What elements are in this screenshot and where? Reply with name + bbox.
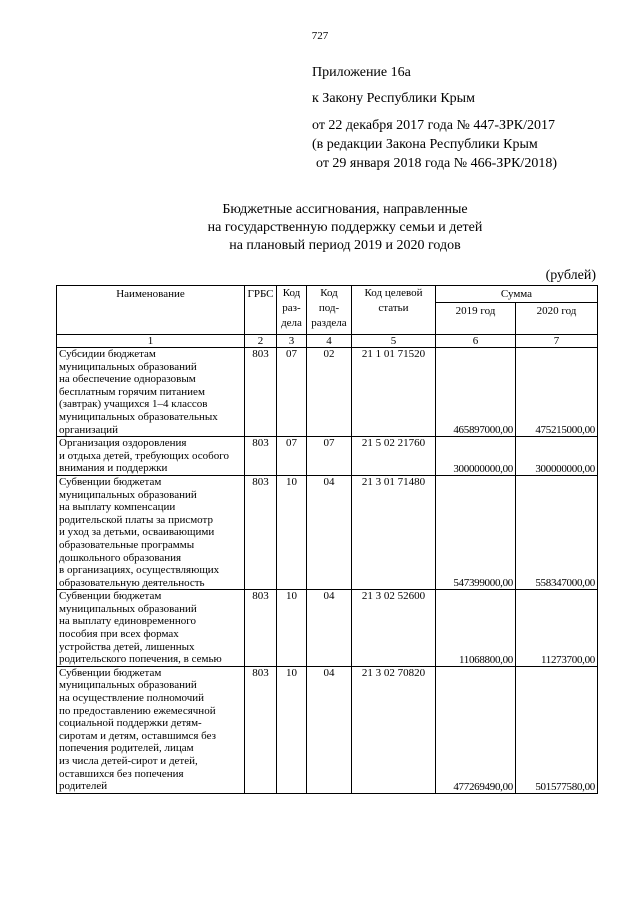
header-year-2020: 2020 год [516, 303, 598, 335]
appendix-date-line: от 22 декабря 2017 года № 447-ЗРК/2017 [312, 118, 556, 133]
row-name-line: организаций [59, 423, 119, 436]
row-podrazdel: 04 [307, 475, 352, 589]
row-razdel: 10 [277, 590, 307, 667]
row-statya: 21 5 02 21760 [352, 437, 436, 476]
column-number: 3 [277, 335, 307, 348]
row-name [57, 666, 245, 793]
units-label: (рублей) [545, 268, 596, 283]
row-statya: 21 3 02 52600 [352, 590, 436, 667]
column-number: 4 [307, 335, 352, 348]
table-row [57, 348, 598, 437]
row-name-line: сиротам и детям, оставшимся без [59, 729, 216, 742]
appendix-edition-line2: от 29 января 2018 года № 466-ЗРК/2018) [316, 156, 557, 171]
row-statya: 21 3 01 71480 [352, 475, 436, 589]
column-number: 2 [245, 335, 277, 348]
header-kod-statyi [352, 286, 436, 335]
header-grbs: ГРБС [245, 286, 277, 335]
row-grbs: 803 [245, 590, 277, 667]
header-kod-razdela [277, 286, 307, 335]
row-name-line: на осуществление полномочий [59, 692, 205, 705]
row-podrazdel: 07 [307, 437, 352, 476]
header-kod-podrazdela-line: раздела [311, 317, 347, 329]
row-podrazdel: 04 [307, 666, 352, 793]
header-kod-razdela-line: раз- [282, 302, 301, 314]
row-name [57, 475, 245, 589]
header-name: Наименование [57, 286, 245, 335]
row-name-line: по предоставлению ежемесячной [59, 704, 216, 717]
table-row [57, 437, 598, 476]
row-name-line: попечения родителей, лицам [59, 742, 194, 755]
row-sum-2019: 547399000,00 [436, 475, 516, 589]
column-numbers-row [57, 335, 598, 348]
row-sum-2019: 477269490,00 [436, 666, 516, 793]
row-sum-2020: 11273700,00 [516, 590, 598, 667]
row-razdel: 07 [277, 348, 307, 437]
header-row [57, 286, 598, 303]
row-name-line: внимания и поддержки [59, 462, 168, 475]
document-title [0, 201, 640, 255]
appendix-edition-line1: (в редакции Закона Республики Крым [312, 137, 538, 152]
row-name-line: Субвенции бюджетам [59, 666, 162, 679]
table-row [57, 590, 598, 667]
header-kod-podrazdela [307, 286, 352, 335]
row-name-line: оставшихся без попечения [59, 767, 184, 780]
row-name-line: муниципальных образований [59, 679, 197, 692]
row-name-line: из числа детей-сирот и детей, [59, 755, 198, 767]
appendix-title: Приложение 16а [312, 65, 411, 80]
row-name-line: родительской платы за присмотр [59, 513, 213, 526]
row-sum-2020: 501577580,00 [516, 666, 598, 793]
row-sum-2019: 300000000,00 [436, 437, 516, 476]
row-name-line: образовательные программы [59, 538, 195, 551]
row-name-line: на выплату единовременного [59, 615, 197, 628]
row-statya: 21 3 02 70820 [352, 666, 436, 793]
row-name-line: Организация оздоровления [59, 437, 187, 450]
header-kod-statyi-line: Код целевой [364, 287, 423, 299]
row-name-line: муниципальных образований [59, 360, 197, 373]
row-name-line: муниципальных образовательных [59, 410, 218, 423]
row-name-line: муниципальных образований [59, 602, 197, 615]
row-grbs: 803 [245, 437, 277, 476]
row-name-line: пособия при всех формах [59, 628, 179, 641]
table-row [57, 475, 598, 589]
row-name-line: родительского попечения, в семью [59, 653, 222, 666]
row-name-line: социальной поддержки детям- [59, 717, 202, 730]
header-kod-razdela-line: дела [281, 317, 302, 329]
row-name-line: в организациях, осуществляющих [59, 564, 220, 577]
row-podrazdel: 02 [307, 348, 352, 437]
row-name-line: родителей [59, 780, 108, 793]
row-name-line: дошкольного образования [59, 551, 182, 564]
document-title-line1: Бюджетные ассигнования, направленные [222, 202, 468, 217]
row-grbs: 803 [245, 348, 277, 437]
header-kod-podrazdela-line: под- [318, 302, 340, 314]
row-name-line: бесплатным горячим питанием [59, 385, 205, 398]
page-number: 727 [311, 30, 329, 42]
row-name-line: и уход за детьми, осваивающими [59, 526, 215, 539]
row-sum-2019: 465897000,00 [436, 348, 516, 437]
row-name-line: на обеспечение одноразовым [59, 373, 196, 386]
column-number: 7 [516, 335, 598, 348]
row-name-line: Субсидии бюджетам [59, 348, 156, 360]
header-year-2019: 2019 год [436, 303, 516, 335]
row-grbs: 803 [245, 666, 277, 793]
row-name-line: на выплату компенсации [59, 501, 176, 514]
row-razdel: 10 [277, 666, 307, 793]
row-name-line: Субвенции бюджетам [59, 590, 162, 603]
budget-table [56, 285, 598, 794]
document-title-line3: на плановый период 2019 и 2020 годов [229, 238, 461, 253]
row-name-line: образовательную деятельность [59, 576, 205, 589]
header-kod-razdela-line: Код [282, 287, 301, 299]
row-razdel: 07 [277, 437, 307, 476]
row-podrazdel: 04 [307, 590, 352, 667]
row-sum-2020: 300000000,00 [516, 437, 598, 476]
row-statya: 21 1 01 71520 [352, 348, 436, 437]
row-name-line: муниципальных образований [59, 488, 197, 501]
column-number: 6 [436, 335, 516, 348]
row-name-line: устройства детей, лишенных [59, 640, 195, 653]
appendix-law: к Закону Республики Крым [312, 91, 475, 106]
row-name [57, 437, 245, 476]
row-sum-2020: 475215000,00 [516, 348, 598, 437]
header-kod-podrazdela-line: Код [320, 287, 338, 299]
appendix-block [312, 62, 557, 173]
table-row [57, 666, 598, 793]
row-name [57, 348, 245, 437]
row-name-line: (завтрак) учащихся 1–4 классов [59, 398, 208, 411]
row-name-line: и отдыха детей, требующих особого [59, 449, 230, 462]
row-name-line: Субвенции бюджетам [59, 475, 162, 488]
column-number: 1 [57, 335, 245, 348]
row-sum-2020: 558347000,00 [516, 475, 598, 589]
row-grbs: 803 [245, 475, 277, 589]
column-number: 5 [352, 335, 436, 348]
document-title-line2: на государственную поддержку семьи и детей [207, 220, 483, 235]
header-summa: Сумма [436, 286, 598, 303]
row-name [57, 590, 245, 667]
header-kod-statyi-line: статьи [378, 302, 409, 314]
row-sum-2019: 11068800,00 [436, 590, 516, 667]
row-razdel: 10 [277, 475, 307, 589]
